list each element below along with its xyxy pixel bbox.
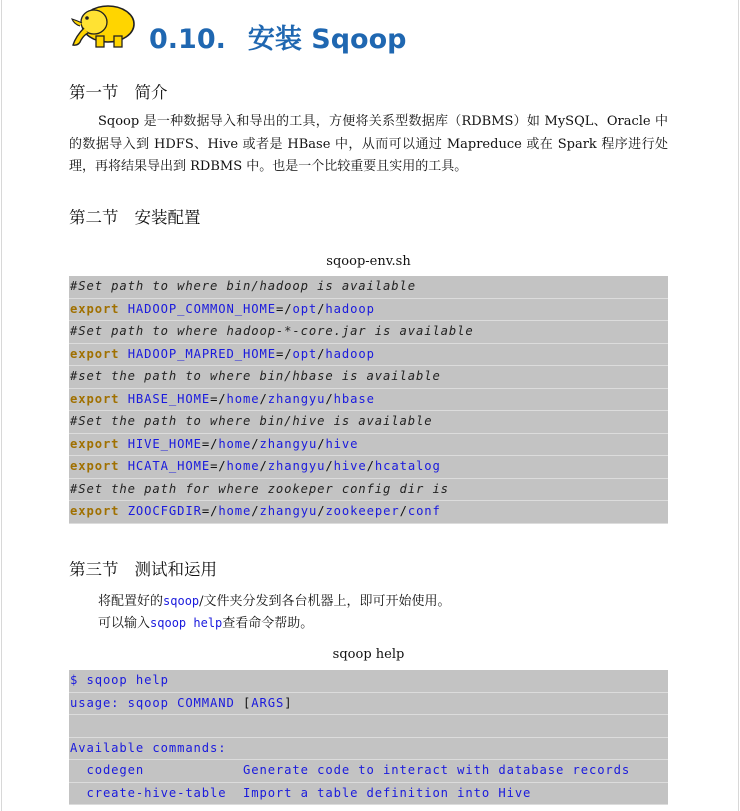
sqoop-help-code-line-4: Available commands: (69, 738, 668, 761)
inline-code-sqoop: sqoop (163, 594, 200, 608)
sqoop-env-code-line-7: #Set the path to where bin/hive is available (69, 411, 668, 434)
section-2-number: 第二节 (69, 208, 119, 227)
line-2-text-end: 查看命令帮助。 (222, 616, 314, 631)
section-1-number: 第一节 (69, 83, 119, 102)
line-2-text: 可以输入 (98, 616, 151, 631)
chapter-title (149, 17, 406, 56)
section-3-title: 测试和运用 (134, 560, 217, 579)
sqoop-env-code-line-1: #Set path to where bin/hadoop is available (69, 276, 668, 299)
section-2-title: 安装配置 (134, 208, 201, 227)
sqoop-env-code-line-11: export ZOOCFGDIR=/home/zhangyu/zookeeper/conf (69, 501, 668, 524)
sqoop-help-code-line-1: $ sqoop help (69, 670, 668, 693)
code-block-sqoop-help (69, 670, 668, 805)
sqoop-env-code-line-6: export HBASE_HOME=/home/zhangyu/hbase (69, 389, 668, 412)
section-1-body: Sqoop 是一种数据导入和导出的工具，方便将关系型数据库（RDBMS）如 MySQL、Oracle 中的数据导入到 HDFS、Hive 或者是 HBase 中，从而可以通过 Mapreduce 或在 Spark 程序进行处理，再将结果导出到 RDBMS 中。也是一个比较重要且实用的工具。 (69, 114, 668, 174)
sqoop-help-code-line-5: codegen Generate code to interact with database records (69, 760, 668, 783)
section-3-heading (69, 556, 217, 580)
section-3-number: 第三节 (69, 560, 119, 579)
inline-code-sqoop-help: sqoop help (150, 616, 223, 630)
section-3-line-1 (98, 590, 451, 609)
chapter-title-text: 安装 Sqoop (247, 24, 407, 55)
line-1-text: 将配置好的 (98, 594, 164, 609)
line-1-text-end: /文件夹分发到各台机器上，即可开始使用。 (199, 594, 451, 609)
code-caption-sqoop-help: sqoop help (332, 647, 405, 662)
code-block-sqoop-env (69, 276, 668, 524)
hadoop-elephant-logo (68, 2, 142, 50)
page-edge-right (738, 0, 739, 811)
sqoop-env-code-line-9: export HCATA_HOME=/home/zhangyu/hive/hcatalog (69, 456, 668, 479)
page-edge-left (1, 0, 2, 811)
sqoop-env-code-line-8: export HIVE_HOME=/home/zhangyu/hive (69, 434, 668, 457)
section-1-heading (69, 79, 168, 103)
sqoop-help-code-line-3 (69, 715, 668, 738)
sqoop-env-code-line-2: export HADOOP_COMMON_HOME=/opt/hadoop (69, 299, 668, 322)
chapter-number: 0.10. (149, 24, 226, 55)
section-3-line-2 (98, 612, 313, 631)
section-1-title: 简介 (134, 83, 168, 102)
sqoop-help-code-line-6: create-hive-table Import a table definition into Hive (69, 783, 668, 806)
sqoop-env-code-line-10: #Set the path for where zookeper config dir is (69, 479, 668, 502)
sqoop-env-code-line-3: #Set path to where hadoop-*-core.jar is available (69, 321, 668, 344)
sqoop-env-code-line-5: #set the path to where bin/hbase is available (69, 366, 668, 389)
sqoop-help-code-line-2: usage: sqoop COMMAND [ARGS] (69, 693, 668, 716)
code-caption-sqoop-env: sqoop-env.sh (326, 254, 411, 269)
sqoop-env-code-line-4: export HADOOP_MAPRED_HOME=/opt/hadoop (69, 344, 668, 367)
section-2-heading (69, 204, 201, 228)
